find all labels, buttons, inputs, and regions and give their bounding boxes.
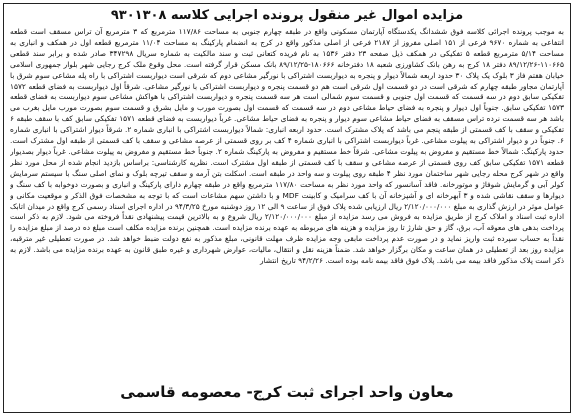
notice-signature: معاون واحد اجرای ثبت کرج- معصومه قاسمی [120,383,454,401]
legal-notice [3,3,571,413]
notice-title [10,6,564,26]
notice-body: به موجب پرونده اجرائی کلاسه فوق ششدانگ یکدستگاه آپارتمان مسکونی واقع در طبقه چهارم جنوبی به مساحت ۱۱۷/۸۶ مترمربع که ۳ مترمربع آن تراس مسقف است قطعه انتفاعی به شماره ۹۶۷۰ فرعی از ۱۵۱ اصلی مفروز از ۲۱۸۷ فرعی از اصلی مذکور واقع در کرج به انضمام پارکینگ به مساحت ۱۱/۰۴ مترمربع قطعه اول در همکف و انباری به مساحت ۵/۱۴ مترمربع قطعه ۵ تفکیکی در همکف ذیل صفحه ۲۳ دفتر ۱۵۳۶ به نام فریده کتعانی ثبت و سند مالکیت به شماره سریال ۳۴۷۲۹۸ صادر شده و برابر سند قطعی ۱۱۰۶۶۵-۸۹/۱۲/۲۶ دفتر ۱۸ کرج به رهن بانک کشاورزی شعبه ۱۸ دفترخانه ۱۸۰۶۶۶-۸۹/۱۲/۲۵ بانک مسکن قرار گرفته است. محل وقوع ملک کرج رجایی شهر بلوار جمهوری اسلامی خیابان هفتم فاز ۳ بلوک یک پلاک ۳۰ حدود اربعه شمالاً دیوار و پنجره به دیواربست اشتراکی با نورگیر مشاعی دوم که شرقی است دیواربست اشتراکی با راه پله مشاعی سوم شرق با آپارتمان مجاور طبقه چهارم که شرقی است در دو قسمت اول شرقی است هم دو قسمت پنجره و دیواربست اشتراکی با نورگیر مشاعی. شرقاً اول دیواربست به فضای قطعه ۱۵۷۲ تفکیکی سابق دوم در سه قسمت که قسمت اول جنوبی و قسمت سوم شمالی است هر سه قسمت پنجره و دیواربست اشتراکی با هواکش مشاعی سوم دیواربست به فضای قطعه ۱۵۷۳ تفکیکی سابق. جنوباً اول دیوار و پنجره به فضای حیاط مشاعی دوم در سه قسمت که قسمت اول بصورت مورب و مایل بشرق و قسمت سوم بصورت مورب مایل بغرب می باشد هر سه قسمت نرده تراس مسقف به فضای حیاط مشاعی سوم دیوار و پنجره به فضای حیاط مشاعی. غرباً دیواربست به فضای قطعه ۱۵۷۱ تفکیکی سابق کف با سقف طبقه ۶ تفکیکی و سقف با کف قسمتی از طبقه پنجم می باشد که پلاک مشترک است. حدود اربعه انباری: شمالاً دیواربست اشتراکی با انباری شماره ۲. شرقاً دیوار اشتراکی با انباری شماره ۶. جنوباً در و دیوار اشتراکی به پیلوت مشاعی. غرباً دیواربست اشتراکی با انباری شماره ۴ کف بر روی قسمتی از عرصه مشاعی و سقف با کف قسمتی از طبقه اول مشترک است. حدود پارکینگ: شمالاً خط مستقیم و مفروض به پیلوت مشاعی. شرقاً خط مستقیم و مفروض به پارکینگ شماره ۲. جنوباً خط مستقیم و مفروض به پیلوت مشاعی. غرباً دیوار بصدیوار قطعه ۱۵۷۱ تفکیکی سابق کف روی قسمتی از عرصه مشاعی و سقف با کف قسمتی از طبقه اول مشترک است. نظریه کارشناسی: براساس بازدید انجام شده از محل مورد نظر واقع در شهر کرج محله رجایی شهر ساختمان مورد نظر ۴ طبقه روی پیلوت و سه واحد در طبقه است. اسکلت بتن آرمه و سقف تیرچه بلوک و نمای اصلی سنگ با سیستم سرمایش کولر آبی و گرمایش شوفاژ و موتورخانه. فاقد آسانسور که واحد مورد نظر به مساحت ۱۱۷/۸۰ مترمربع واقع در طبقه چهارم دارای پارکینگ و انباری و بصورت دوخوابه با کف سنگ و دیوارها و سقف نقاشی شده و ۳ آبهرخانه ای و آشپزخانه آن با کف سرامیک و کابینت MDF و با داشتن سهم مشاعات است که با توجه به مشخصات فوق الذکر و موقعیت مکانی و عوامل موثر در ارزش گذاری به مبلغ ۲/۱۲۰/۰۰۰/۰۰۰ ریال ارزیابی شده پلاک فوق از ساعت ۹ الی ۱۲ روز دوشنبه مورخ ۹۴/۳/۲۵ در اداره اجرای اسناد رسمی کرج واقع در میدان اتابک اداره ثبت اسناد و املاک کرج از طریق مزایده به فروش می رسد مزایده از مبلغ ۲/۱۲۰/۰۰۰/۰۰۰ ریال شروع و به بالاترین قیمت پیشنهادی نقداً فروخته می شود. لازم به ذکر است پرداخت بدهی های معوقه آب، برق، گاز و حق شارژ تا روز مزایده و هزینه های مربوطه به عهده برنده مزایده است. همچنین برنده مزایده مکلف است مبلغ ده درصد از مبلغ مزایده را نقداً به حساب سپرده ثبت واریز نماید و در صورت عدم پرداخت مابقی وجه مزایده ظرف مهلت قانونی، مبلغ مذکور به نفع دولت ضبط خواهد شد. در صورت تعطیلی غیر مترقبه، مزایده روز بعد از تعطیلی در همان ساعت و مکان برگزار خواهد شد. ضمناً هزینه نقل و انتقال، مالیات، عوارض شهرداری و غیره طبق قانون به عهده برنده مزایده می باشد. لازم به ذکر است پلاک مذکور فاقد بیمه می باشد. پلاک فوق فاقد بیمه نامه بوده است. ۹۴/۲/۲۶ تاریخ انتشار [10,27,564,266]
notice-title-text: مزایده اموال غیر منقول پرونده اجرایی کلاسه ۹۳۰۱۳۰۸ [110,8,464,23]
